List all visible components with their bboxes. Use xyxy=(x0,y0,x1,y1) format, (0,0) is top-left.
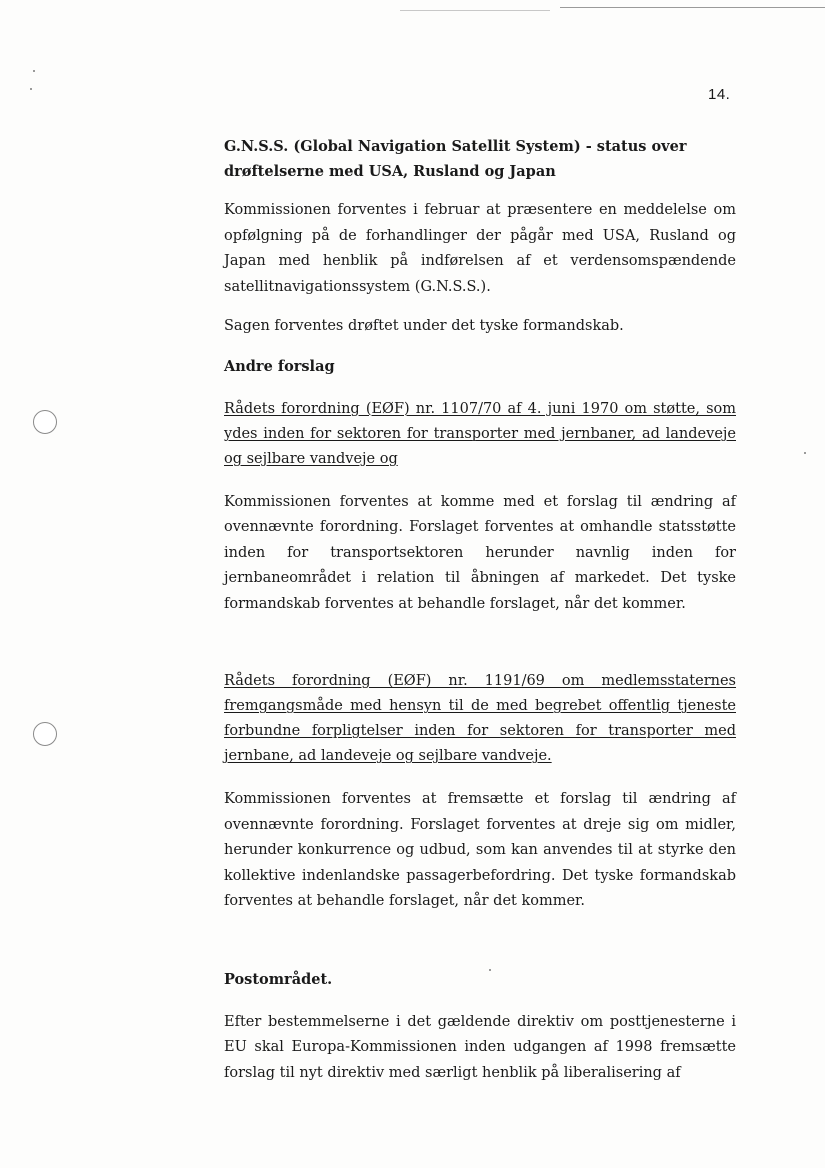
punch-hole xyxy=(33,410,57,434)
scan-speck xyxy=(804,452,806,454)
regulation-1107-paragraph: Kommissionen forventes at komme med et forslag til ændring af ovennævnte forordning. Forslaget forventes at omhandle statsstøtte inden for transportsektoren herunder navnlig inden for jernbaneområdet i relation til åbningen af markedet. Det tyske formandskab forventes at behandle forslaget, når det kommer. xyxy=(224,493,736,612)
scan-artifact-line xyxy=(400,10,550,11)
scan-speck xyxy=(33,70,35,72)
regulation-1191-paragraph: Kommissionen forventes at fremsætte et forslag til ændring af ovennævnte forordning. Forslaget forventes at dreje sig om midler, herunder konkurrence og udbud, som kan anvendes til at styrke den kollektive indenlandske passagerbefordring. Det tyske formandskab forventes at behandle forslaget, når det kommer. xyxy=(224,791,736,909)
document-body xyxy=(224,134,736,1086)
andre-forslag-heading: Andre forslag xyxy=(224,357,335,375)
postomraadet-paragraph: Efter bestemmelserne i det gældende direktiv om posttjenesterne i EU skal Europa-Kommissionen inden udgangen af 1998 fremsætte forslag til nyt direktiv med særligt henblik på liberalisering af xyxy=(224,1013,736,1081)
regulation-1191-title: Rådets forordning (EØF) nr. 1191/69 om medlemsstaternes fremgangsmåde med hensyn til de med begrebet offentlig tjeneste forbundne forpligtelser inden for sektoren for transporter med jernbane, ad landeveje og sejlbare vandveje. xyxy=(224,673,736,764)
gnss-paragraph-1: Kommissionen forventes i februar at præsentere en meddelelse om opfølgning på de forhandlinger der pågår med USA, Rusland og Japan med henblik på indførelsen af et verdensomspændende satellitnavigationssystem (G.N.S.S.). xyxy=(224,202,736,295)
postomraadet-heading: Postområdet. xyxy=(224,970,333,988)
regulation-1107-title: Rådets forordning (EØF) nr. 1107/70 af 4. juni 1970 om støtte, som ydes inden for sektoren for transporter med jernbaner, ad landeveje og sejlbare vandveje og xyxy=(224,400,736,467)
gnss-heading: G.N.S.S. (Global Navigation Satellit System) - status over drøftelserne med USA, Rusland og Japan xyxy=(224,138,687,180)
page-number: 14. xyxy=(708,86,731,103)
scan-speck xyxy=(30,88,32,90)
gnss-paragraph-2: Sagen forventes drøftet under det tyske formandskab. xyxy=(224,318,624,334)
punch-hole xyxy=(33,722,57,746)
scan-artifact-line xyxy=(560,7,825,8)
